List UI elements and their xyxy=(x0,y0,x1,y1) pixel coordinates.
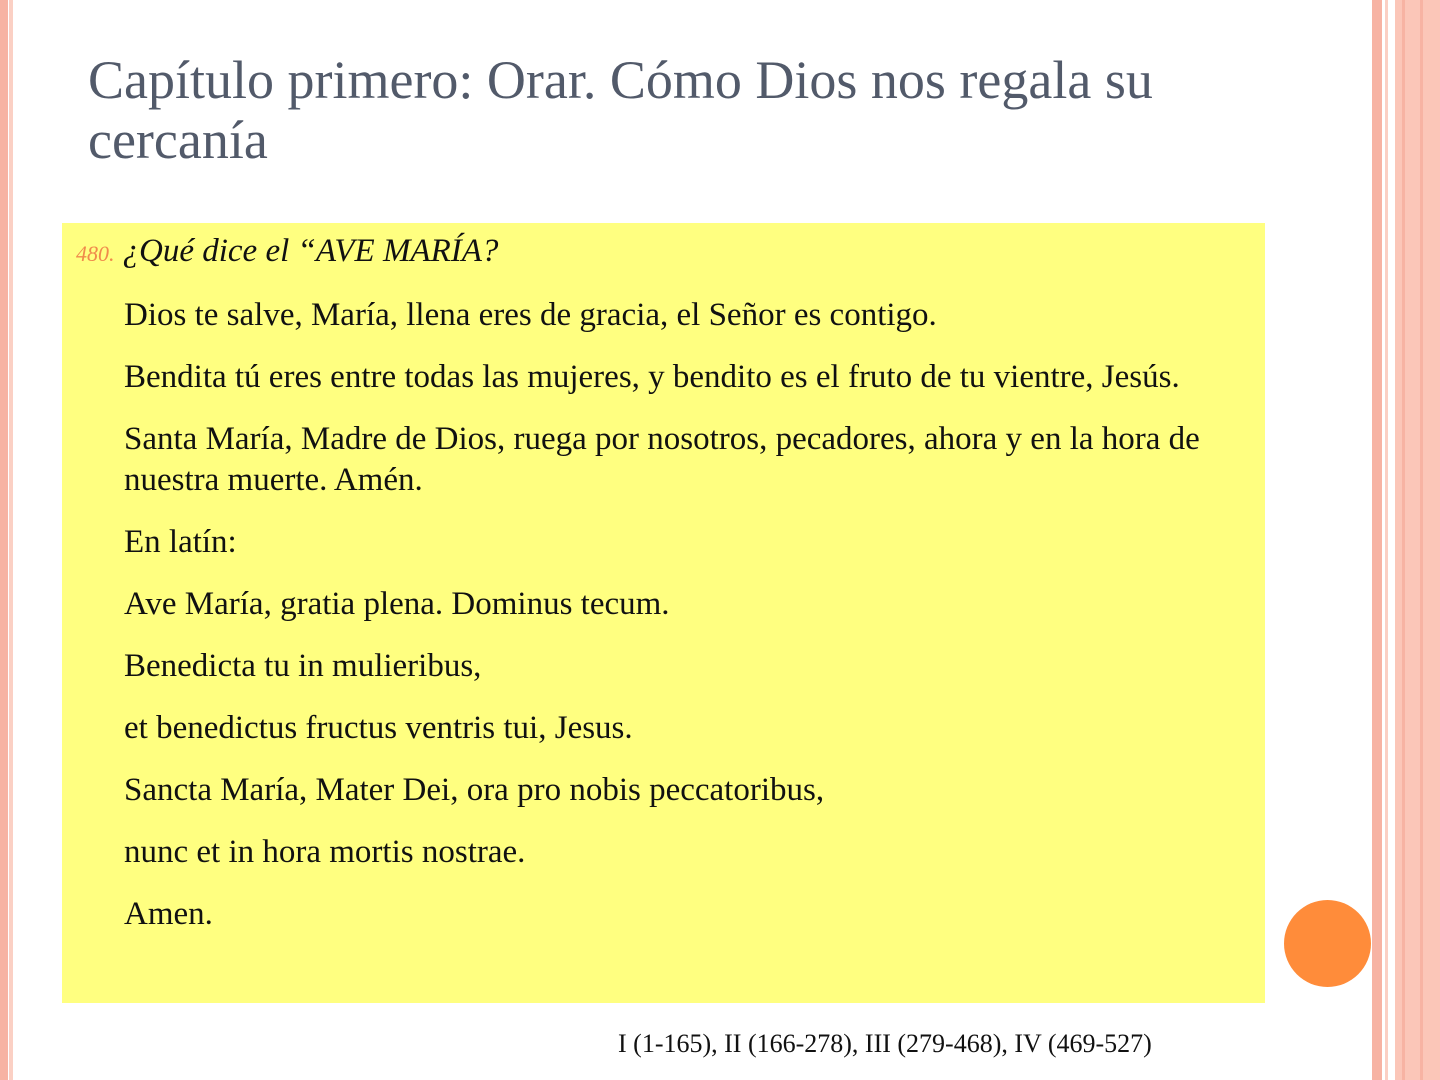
question-text: ¿Qué dice el “AVE MARÍA? xyxy=(122,233,499,269)
left-border-stripe-inner xyxy=(9,0,13,1080)
paragraph: Santa María, Madre de Dios, ruega por nosotros, pecadores, ahora y en la hora de nuestra muerte. Amén. xyxy=(124,421,1200,498)
paragraph: et benedictus fructus ventris tui, Jesus. xyxy=(124,710,633,746)
content-panel xyxy=(62,223,1265,1003)
question-number: 480. xyxy=(76,241,115,266)
prayer-text xyxy=(124,295,1234,956)
paragraph: Sancta María, Mater Dei, ora pro nobis peccatoribus, xyxy=(124,772,825,808)
right-border-stripe xyxy=(1372,0,1382,1080)
footer-text: I (1-165), II (166-278), III (279-468), IV (469-527) xyxy=(618,1029,1152,1058)
paragraph: Dios te salve, María, llena eres de gracia, el Señor es contigo. xyxy=(124,297,937,333)
paragraph: nunc et in hora mortis nostrae. xyxy=(124,834,526,870)
decorative-circle xyxy=(1284,900,1371,987)
question-row xyxy=(76,233,498,270)
right-border-stripe-thin xyxy=(1385,0,1388,1080)
left-border-stripe xyxy=(0,0,8,1080)
paragraph: Ave María, gratia plena. Dominus tecum. xyxy=(124,586,670,622)
paragraph: Bendita tú eres entre todas las mujeres, y bendito es el fruto de tu vientre, Jesús. xyxy=(124,359,1180,395)
paragraph: En latín: xyxy=(124,524,237,560)
paragraph: Amen. xyxy=(124,896,213,932)
slide-title: Capítulo primero: Orar. Cómo Dios nos regala su cercanía xyxy=(88,50,1153,170)
right-border-line-2 xyxy=(1420,0,1423,1080)
paragraph: Benedicta tu in mulieribus, xyxy=(124,648,482,684)
right-border-line-1 xyxy=(1402,0,1405,1080)
